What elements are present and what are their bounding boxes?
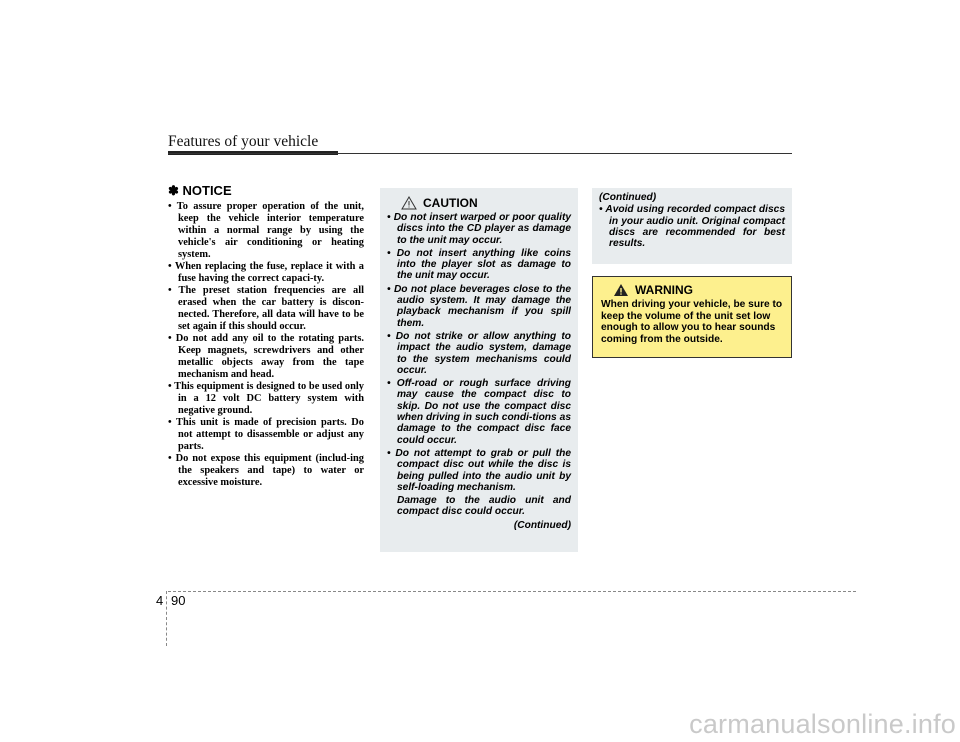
header-rule <box>168 153 792 154</box>
warning-box <box>592 276 792 358</box>
notice-item: • This equipment is designed to be used only in a 12 volt DC battery system with negative ground. <box>168 381 364 416</box>
warning-title: WARNING <box>635 283 693 297</box>
caution-item: • Do not strike or allow anything to impact the audio system, damage to the system mechanisms could occur. <box>387 330 571 376</box>
continued-box <box>592 188 792 264</box>
caution-item: • Off-road or rough surface driving may cause the compact disc to skip. Do not use the compact disc when driving in such condi-tions as damage to the compact disc face could occur. <box>387 378 571 446</box>
continued-heading: (Continued) <box>599 192 657 203</box>
watermark-text: carmanualsonline.info <box>689 709 956 739</box>
notice-item: • Do not expose this equipment (includ-ing the speakers and tape) to water or excessive moisture. <box>168 453 364 488</box>
notice-list <box>168 201 364 489</box>
footer-vertical-rule <box>166 591 167 646</box>
caution-item: • Do not place beverages close to the audio system. It may damage the playback mechanism if you spill them. <box>387 283 571 329</box>
caution-item: • Do not attempt to grab or pull the compact disc out while the disc is being pulled into the audio unit by self-loading mechanism. <box>387 447 571 493</box>
caution-header <box>387 196 571 210</box>
caution-extra-text: Damage to the audio unit and compact disc could occur. <box>397 495 571 518</box>
caution-list <box>387 212 571 493</box>
warning-triangle-outline-icon <box>401 196 417 210</box>
page-header-title: Features of your vehicle <box>168 133 319 150</box>
notice-section <box>168 183 364 489</box>
notice-item: • Do not add any oil to the rotating parts. Keep magnets, screwdrivers and other metallic objects away from the tape mechanism and head. <box>168 333 364 380</box>
notice-item: • This unit is made of precision parts. Do not attempt to disassemble or adjust any parts. <box>168 417 364 452</box>
notice-title: ✽ NOTICE <box>168 183 232 198</box>
caution-item: • Do not insert anything like coins into the player slot as damage to the unit may occur. <box>387 247 571 282</box>
notice-item: • The preset station frequencies are all erased when the car battery is discon-nected. Therefore, all data will have to be set again if this should occur. <box>168 285 364 332</box>
warning-triangle-filled-icon <box>613 283 629 297</box>
page-number: 90 <box>171 593 186 608</box>
continued-item: • Avoid using recorded compact discs in your audio unit. Original compact discs are recommended for best results. <box>599 204 785 250</box>
footer-rule <box>168 591 856 592</box>
caution-title: CAUTION <box>423 196 478 210</box>
caution-item: • Do not insert warped or poor quality discs into the CD player as damage to the unit may occur. <box>387 212 571 246</box>
caution-continued-label: (Continued) <box>513 519 571 531</box>
continued-list <box>599 204 785 249</box>
notice-item: • When replacing the fuse, replace it with a fuse having the correct capaci-ty. <box>168 261 364 284</box>
warning-header <box>601 283 783 297</box>
caution-box <box>380 188 578 552</box>
page-chapter-number: 4 <box>156 593 164 608</box>
notice-item: • To assure proper operation of the unit, keep the vehicle interior temperature within a normal range by using the vehicle's air conditioning or heating system. <box>168 201 364 260</box>
warning-text: When driving your vehicle, be sure to keep the volume of the unit set low enough to allow you to hear sounds coming from the outside. <box>601 299 783 345</box>
